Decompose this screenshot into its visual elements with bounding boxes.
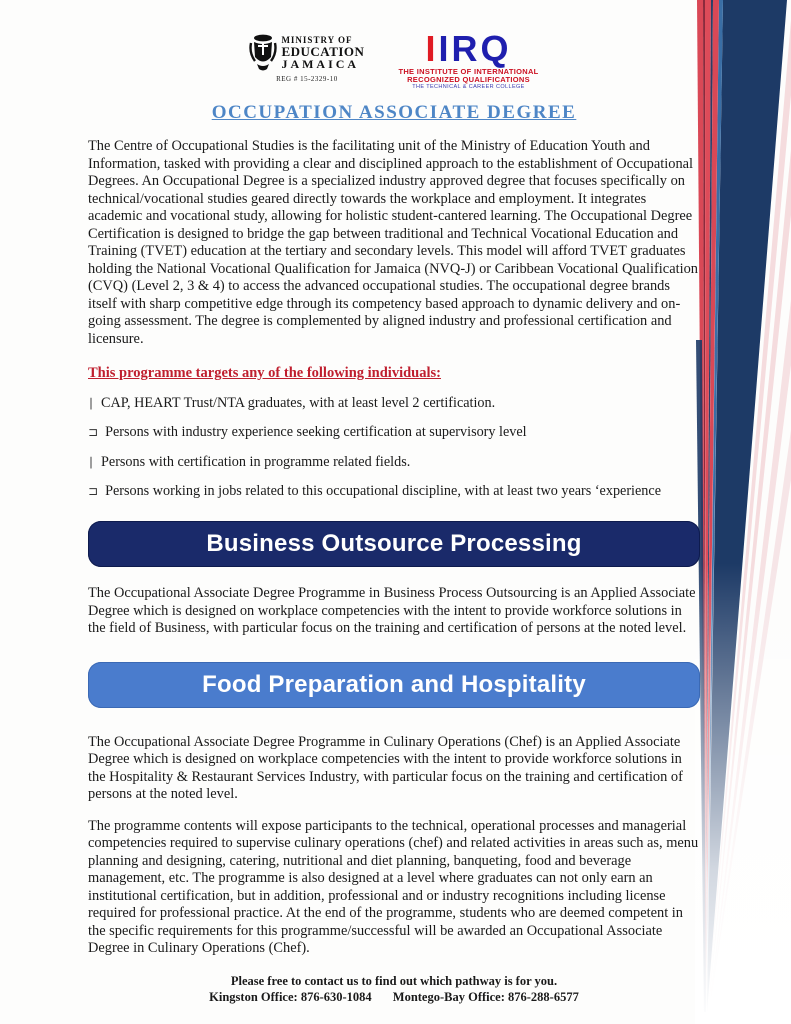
moe-registration-number: REG # 15-2329-10: [276, 75, 338, 83]
intro-paragraph: The Centre of Occupational Studies is the facilitating unit of the Ministry of Education Youth and Information, tasked with providing a clear and disciplined approach to the establishment of Occupational Degrees. An Occupational Degree is a specialized industry approved degree that focuses specifically on technical/vocational studies geared directly towards the workplace and employment. It integrates academic and vocational study, allowing for holistic student-cantered learning. The Occupational Degree Certification is designed to bridge the gap between traditional and Technical Vocational Education and Training (TVET) education at the tertiary and secondary levels. This model will afford TVET graduates holding the National Vocational Qualification for Jamaica (NVQ-J) or Caribbean Vocational Qualification (CVQ) (Level 2, 3 & 4) to access the advanced occupational studies. The occupational degree brands itself with sharp competitive edge through its competency based approach to dynamic delivery and on-going assessment. The degree is complemented by aligned industry and professional certification and licensure.: [88, 138, 698, 347]
bullet-marker-icon: ⊐: [88, 425, 99, 440]
footer-invite-line: Please free to contact us to find out which pathway is for you.: [230, 973, 558, 988]
iirq-logo: [398, 28, 539, 90]
footer-contact: [88, 973, 700, 1006]
targets-heading: This programme targets any of the following individuals:: [88, 365, 441, 381]
target-item: [88, 454, 700, 471]
bullet-marker-icon: ⊐: [88, 484, 99, 499]
target-item: [88, 395, 700, 412]
target-item: [88, 424, 700, 441]
content-column: [88, 0, 700, 1005]
moe-wordmark: [281, 36, 364, 70]
bullet-marker-icon: ∣: [88, 395, 94, 410]
iirq-subtitle: [398, 68, 538, 83]
target-item: [88, 483, 700, 500]
target-item-text: Persons working in jobs related to this occupational discipline, with at least two years ‘experience: [105, 483, 661, 500]
banner-business-outsource-processing: Business Outsource Processing: [88, 521, 700, 567]
iirq-tagline: THE TECHNICAL & CAREER COLLEGE: [412, 83, 525, 90]
footer-offices-line: [88, 989, 700, 1005]
business-section-paragraph: The Occupational Associate Degree Programme in Business Process Outsourcing is an Applied Associate Degree which is designed on workplace competencies with the intent to provide workforce solutions in the field of Business, with particular focus on the training and certification of persons at the noted level.: [88, 585, 696, 637]
target-item-text: CAP, HEART Trust/NTA graduates, with at least level 2 certification.: [101, 394, 496, 411]
moe-line3: JAMAICA: [281, 57, 360, 71]
target-item-text: Persons with certification in programme related fields.: [101, 453, 411, 470]
montego-bay-office-phone: Montego-Bay Office: 876-288-6577: [392, 989, 579, 1004]
iirq-wordmark: [425, 28, 512, 69]
bullet-marker-icon: ∣: [88, 454, 94, 469]
iirq-word-first: I: [425, 28, 439, 69]
moe-crest-icon: [249, 33, 277, 73]
ribbon-graphic: [695, 0, 791, 1024]
header-logos: [88, 28, 700, 90]
food-section-paragraph-2: The programme contents will expose participants to the technical, operational processes and managerial competencies required to supervise culinary operations (chef) and related activities in areas such as, menu planning and designing, catering, nutritional and diet planning, banqueting, food and beverage management, etc. The programme is also designed at a level where graduates can not only earn an institutional certification, but in addition, professional and or industry recognitions including license required for professional practice. At the end of the programme, students who are deemed competent in the specific requirements for this programme/successful will be awarded an Occupational Associate Degree in Culinary Operations (Chef).: [88, 817, 699, 957]
moe-line2: EDUCATION: [281, 44, 365, 59]
iirq-subtitle-line2: RECOGNIZED QUALIFICATIONS: [407, 74, 530, 84]
food-section-paragraph: The Occupational Associate Degree Programme in Culinary Operations (Chef) is an Applied Associate Degree which is designed on workplace competencies with the intent to provide workforce solutions in the Hospitality & Restaurant Services Industry, with particular focus on the training and certification of persons at the noted level.: [88, 733, 683, 803]
page-title: OCCUPATION ASSOCIATE DEGREE: [211, 102, 577, 123]
kingston-office-phone: Kingston Office: 876-630-1084: [209, 989, 372, 1004]
ministry-of-education-logo: [249, 33, 364, 83]
banner-food-preparation-hospitality: Food Preparation and Hospitality: [88, 662, 700, 708]
iirq-word-rest: IRQ: [438, 28, 512, 69]
target-item-text: Persons with industry experience seeking certification at supervisory level: [105, 424, 527, 441]
moe-line1: MINISTRY OF: [281, 35, 353, 45]
iirq-subtitle-line1: THE INSTITUTE OF INTERNATIONAL: [398, 67, 539, 77]
